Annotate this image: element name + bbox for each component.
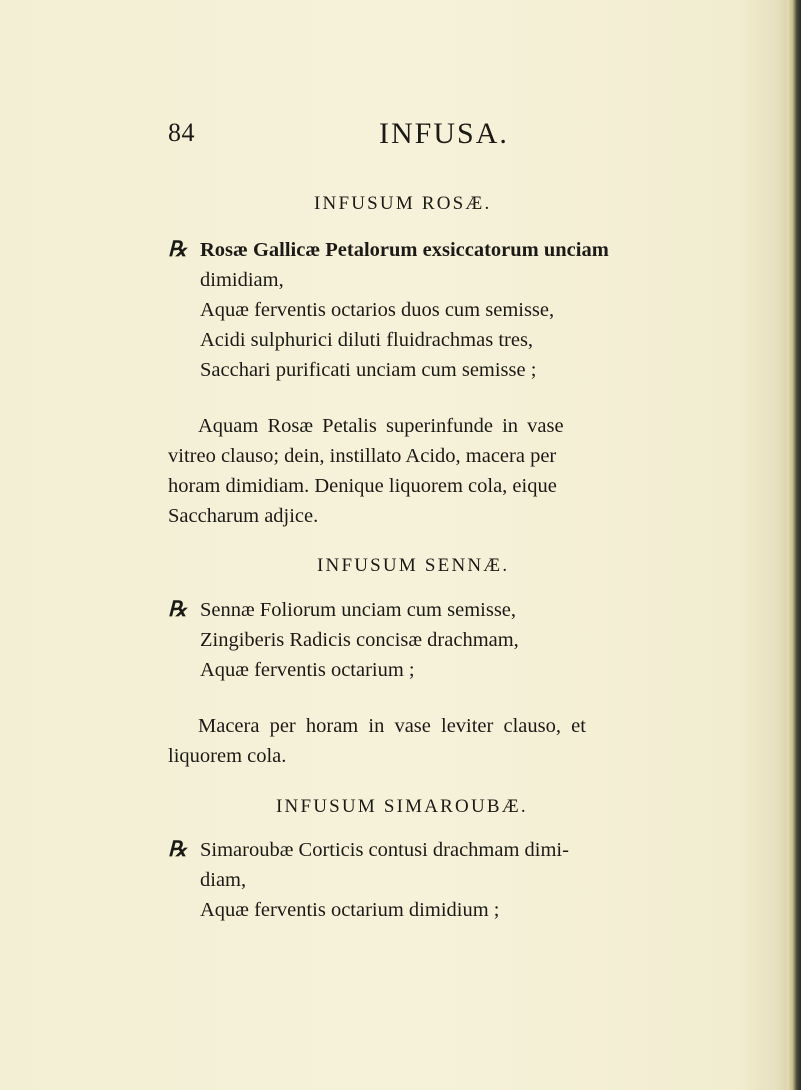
recipe-symbol: ℞ <box>168 837 187 861</box>
instruction-line: Saccharum adjice. <box>168 505 319 527</box>
section-title-simaroubae: INFUSUM SIMAROUBÆ. <box>276 796 528 817</box>
instruction-line: horam dimidiam. Denique liquorem cola, eique <box>168 475 557 497</box>
instruction-line: Macera per horam in vase leviter clauso, et <box>198 715 586 737</box>
section-title-sennae: INFUSUM SENNÆ. <box>317 555 510 576</box>
page-number: 84 <box>168 118 195 147</box>
recipe-line: diam, <box>200 869 247 891</box>
instruction-line: Aquam Rosæ Petalis superinfunde in vase <box>198 415 564 437</box>
recipe-line: Acidi sulphurici diluti fluidrachmas tres, <box>200 329 534 351</box>
recipe-line: Aquæ ferventis octarium ; <box>200 659 415 681</box>
recipe-line: Simaroubæ Corticis contusi drachmam dimi- <box>200 839 569 861</box>
instruction-line: liquorem cola. <box>168 745 287 767</box>
recipe-line: Sacchari purificati unciam cum semisse ; <box>200 359 537 381</box>
recipe-line: Sennæ Foliorum unciam cum semisse, <box>200 599 517 621</box>
section-title-rosae: INFUSUM ROSÆ. <box>314 193 492 214</box>
recipe-line: Aquæ ferventis octarios duos cum semisse, <box>200 299 555 321</box>
running-title: INFUSA. <box>379 117 509 150</box>
instruction-line: vitreo clauso; dein, instillato Acido, macera per <box>168 445 557 467</box>
recipe-line: dimidiam, <box>200 269 284 291</box>
recipe-line: Rosæ Gallicæ Petalorum exsiccatorum unciam <box>200 239 609 261</box>
recipe-line: Zingiberis Radicis concisæ drachmam, <box>200 629 519 651</box>
page-edge-shadow <box>787 0 801 1090</box>
recipe-line: Aquæ ferventis octarium dimidium ; <box>200 899 500 921</box>
recipe-symbol: ℞ <box>168 597 187 621</box>
page-header <box>168 117 509 158</box>
recipe-symbol: ℞ <box>168 237 187 261</box>
